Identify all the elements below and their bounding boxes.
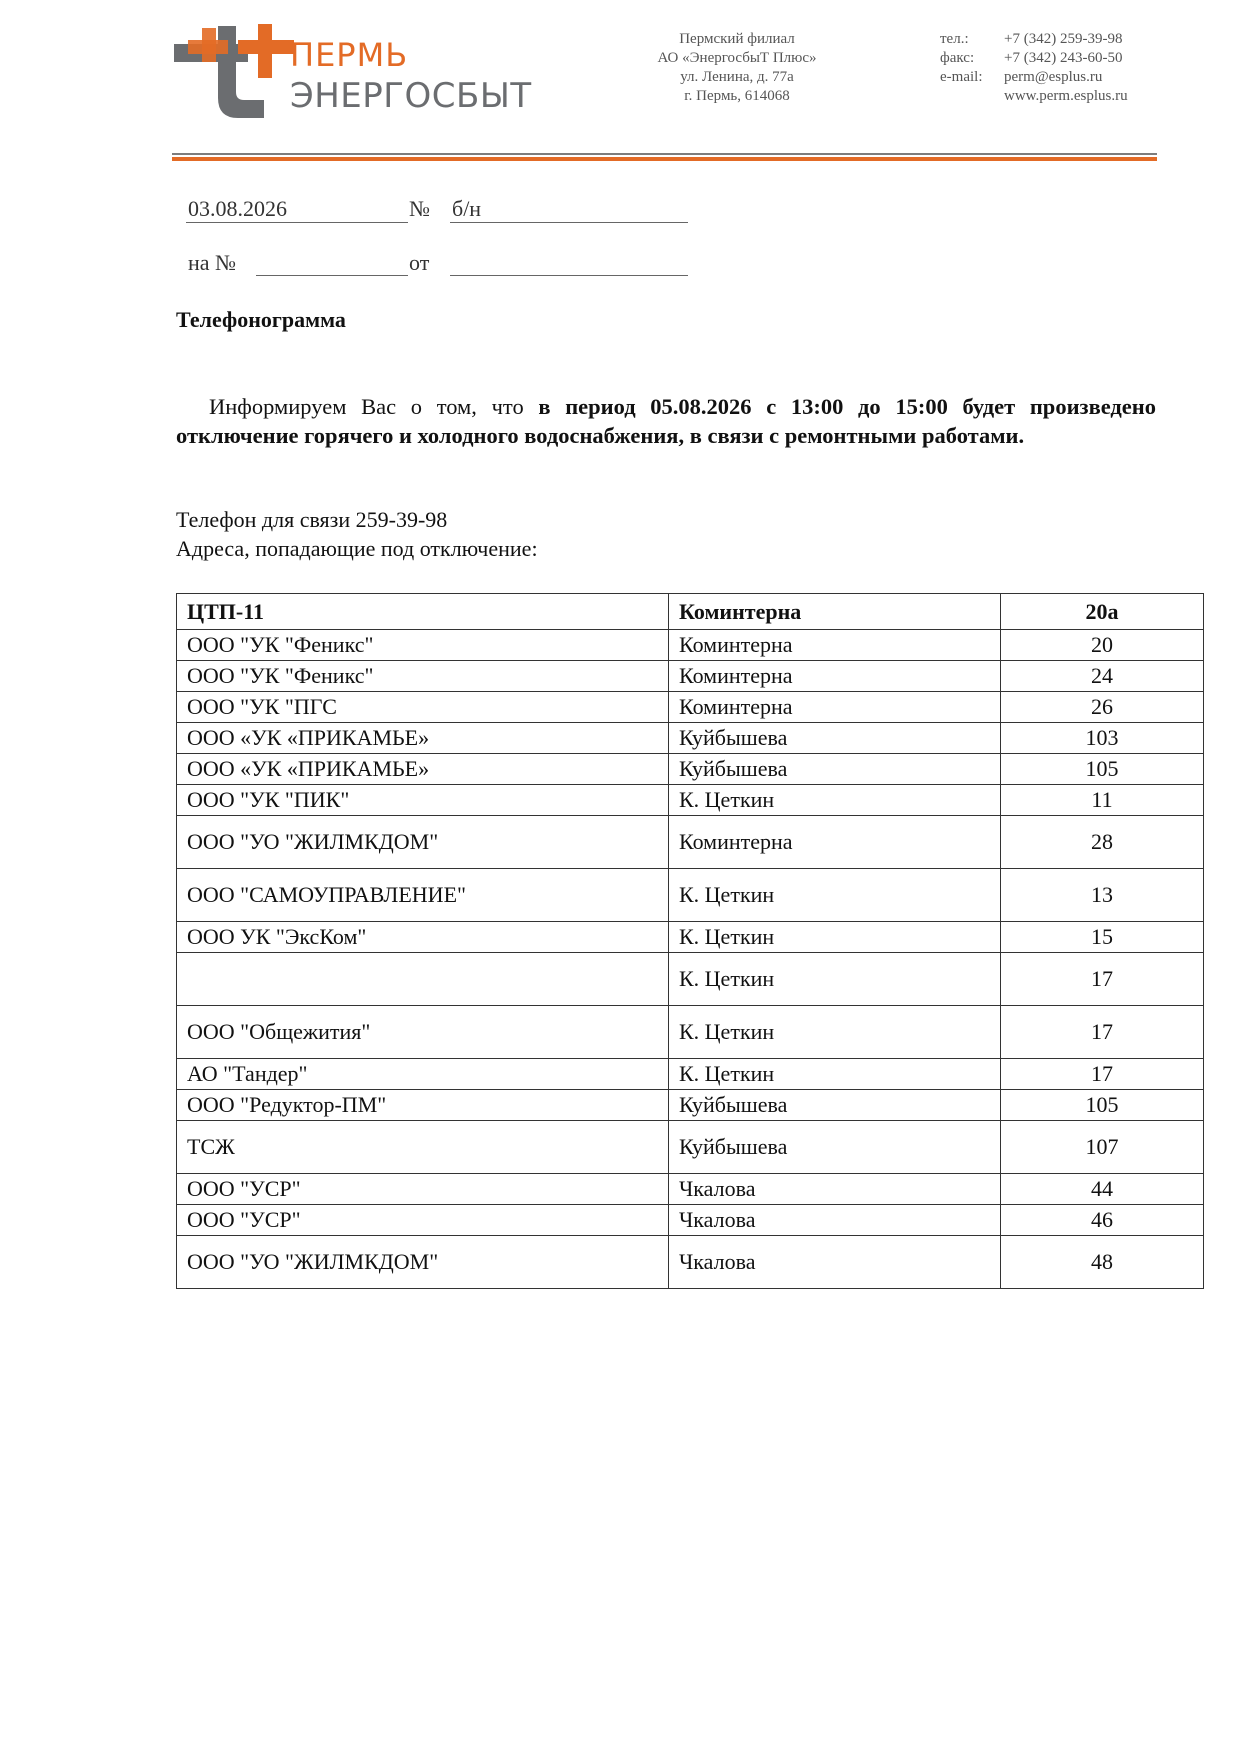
logo-wordmark-line1: ПЕРМЬ <box>290 36 409 74</box>
header-divider-orange <box>172 157 1157 161</box>
company-cell: ООО УК "ЭксКом" <box>177 922 669 953</box>
header-divider-gray <box>172 153 1157 155</box>
table-header-cell: 20а <box>1001 594 1204 630</box>
notice-intro: Информируем Вас о том, что <box>209 394 539 419</box>
street-cell: Коминтерна <box>669 692 1001 723</box>
company-cell: ТСЖ <box>177 1121 669 1174</box>
street-cell: К. Цеткин <box>669 922 1001 953</box>
street-cell: К. Цеткин <box>669 785 1001 816</box>
fax-value: +7 (342) 243-60-50 <box>1004 50 1123 66</box>
street-cell: Чкалова <box>669 1236 1001 1289</box>
addresses-line: Адреса, попадающие под отключение: <box>176 536 538 561</box>
from-underline <box>450 275 688 276</box>
contact-label <box>940 87 1004 106</box>
table-row <box>177 692 1204 723</box>
table-row <box>177 816 1204 869</box>
table-row <box>177 1090 1204 1121</box>
table-row <box>177 723 1204 754</box>
house-cell: 17 <box>1001 1006 1204 1059</box>
company-cell: ООО "Редуктор-ПМ" <box>177 1090 669 1121</box>
website-value: www.perm.esplus.ru <box>1004 88 1128 104</box>
house-cell: 44 <box>1001 1174 1204 1205</box>
branch-line: АО «ЭнергосбыТ Плюс» <box>657 50 817 66</box>
company-cell: ООО "Общежития" <box>177 1006 669 1059</box>
table-row <box>177 1006 1204 1059</box>
house-cell: 48 <box>1001 1236 1204 1289</box>
company-cell: ООО "УСР" <box>177 1174 669 1205</box>
document-title: Телефонограмма <box>176 307 346 332</box>
table-header-cell: ЦТП-11 <box>177 594 669 630</box>
company-cell: ООО "САМОУПРАВЛЕНИЕ" <box>177 869 669 922</box>
table-row <box>177 754 1204 785</box>
document-date: 03.08.2026 <box>188 196 287 221</box>
house-cell: 17 <box>1001 953 1204 1006</box>
logo-wordmark-line2: ЭНЕРГОСБЫТ <box>290 76 532 116</box>
address-table <box>176 593 1204 1289</box>
street-cell: Чкалова <box>669 1205 1001 1236</box>
street-cell: К. Цеткин <box>669 953 1001 1006</box>
table-row <box>177 1059 1204 1090</box>
table-row <box>177 922 1204 953</box>
contact-label: e-mail: <box>940 69 983 85</box>
contact-row <box>940 30 1128 49</box>
street-cell: Чкалова <box>669 1174 1001 1205</box>
reference-label: на № <box>188 250 237 275</box>
house-cell: 20 <box>1001 630 1204 661</box>
phone-value: +7 (342) 259-39-98 <box>1004 31 1123 47</box>
street-cell: Коминтерна <box>669 661 1001 692</box>
branch-line: г. Пермь, 614068 <box>684 88 790 104</box>
house-cell: 105 <box>1001 754 1204 785</box>
branch-address <box>612 30 862 106</box>
company-cell: ООО "УО "ЖИЛМКДОМ" <box>177 1236 669 1289</box>
date-underline <box>186 222 408 223</box>
house-cell: 28 <box>1001 816 1204 869</box>
table-row <box>177 1205 1204 1236</box>
house-cell: 15 <box>1001 922 1204 953</box>
house-cell: 13 <box>1001 869 1204 922</box>
table-row <box>177 630 1204 661</box>
reference-underline <box>256 275 408 276</box>
table-header-cell: Коминтерна <box>669 594 1001 630</box>
email-value: perm@esplus.ru <box>1004 69 1103 85</box>
branch-line: ул. Ленина, д. 77а <box>680 69 794 85</box>
street-cell: Куйбышева <box>669 1090 1001 1121</box>
table-row <box>177 869 1204 922</box>
contact-block <box>940 30 1128 106</box>
document-number: б/н <box>452 196 482 221</box>
phone-line: Телефон для связи 259-39-98 <box>176 507 448 532</box>
number-label: № <box>409 196 430 221</box>
table-row <box>177 1121 1204 1174</box>
company-cell: ООО "УО "ЖИЛМКДОМ" <box>177 816 669 869</box>
company-cell: ООО "УК "Феникс" <box>177 630 669 661</box>
company-cell <box>177 953 669 1006</box>
street-cell: К. Цеткин <box>669 1059 1001 1090</box>
notice-paragraph <box>176 392 1156 450</box>
house-cell: 17 <box>1001 1059 1204 1090</box>
contact-row <box>940 68 1128 87</box>
number-underline <box>450 222 688 223</box>
street-cell: Куйбышева <box>669 1121 1001 1174</box>
table-row <box>177 785 1204 816</box>
contact-row <box>940 49 1128 68</box>
house-cell: 46 <box>1001 1205 1204 1236</box>
house-cell: 103 <box>1001 723 1204 754</box>
company-cell: ООО "УК "ПИК" <box>177 785 669 816</box>
notice-bold: в период 05.08.2026 с 13:00 до 15:00 будет произведено отключение горячего и холодного водоснабжения, в связи с ремонтными работами. <box>176 394 1156 448</box>
table-header-row <box>177 594 1204 630</box>
contact-row <box>940 87 1128 106</box>
company-cell: ООО "УК "Феникс" <box>177 661 669 692</box>
house-cell: 26 <box>1001 692 1204 723</box>
table-row <box>177 1174 1204 1205</box>
company-cell: ООО "УК "ПГС <box>177 692 669 723</box>
house-cell: 24 <box>1001 661 1204 692</box>
house-cell: 11 <box>1001 785 1204 816</box>
street-cell: К. Цеткин <box>669 1006 1001 1059</box>
company-cell: ООО "УСР" <box>177 1205 669 1236</box>
table-row <box>177 953 1204 1006</box>
branch-line: Пермский филиал <box>679 31 795 47</box>
contact-label: факс: <box>940 50 975 66</box>
street-cell: Коминтерна <box>669 816 1001 869</box>
table-row <box>177 661 1204 692</box>
street-cell: Куйбышева <box>669 723 1001 754</box>
street-cell: Куйбышева <box>669 754 1001 785</box>
company-cell: ООО «УК «ПРИКАМЬЕ» <box>177 754 669 785</box>
street-cell: Коминтерна <box>669 630 1001 661</box>
company-cell: ООО «УК «ПРИКАМЬЕ» <box>177 723 669 754</box>
house-cell: 107 <box>1001 1121 1204 1174</box>
from-label: от <box>409 250 430 275</box>
contact-label: тел.: <box>940 31 969 47</box>
house-cell: 105 <box>1001 1090 1204 1121</box>
street-cell: К. Цеткин <box>669 869 1001 922</box>
company-cell: АО "Тандер" <box>177 1059 669 1090</box>
table-row <box>177 1236 1204 1289</box>
